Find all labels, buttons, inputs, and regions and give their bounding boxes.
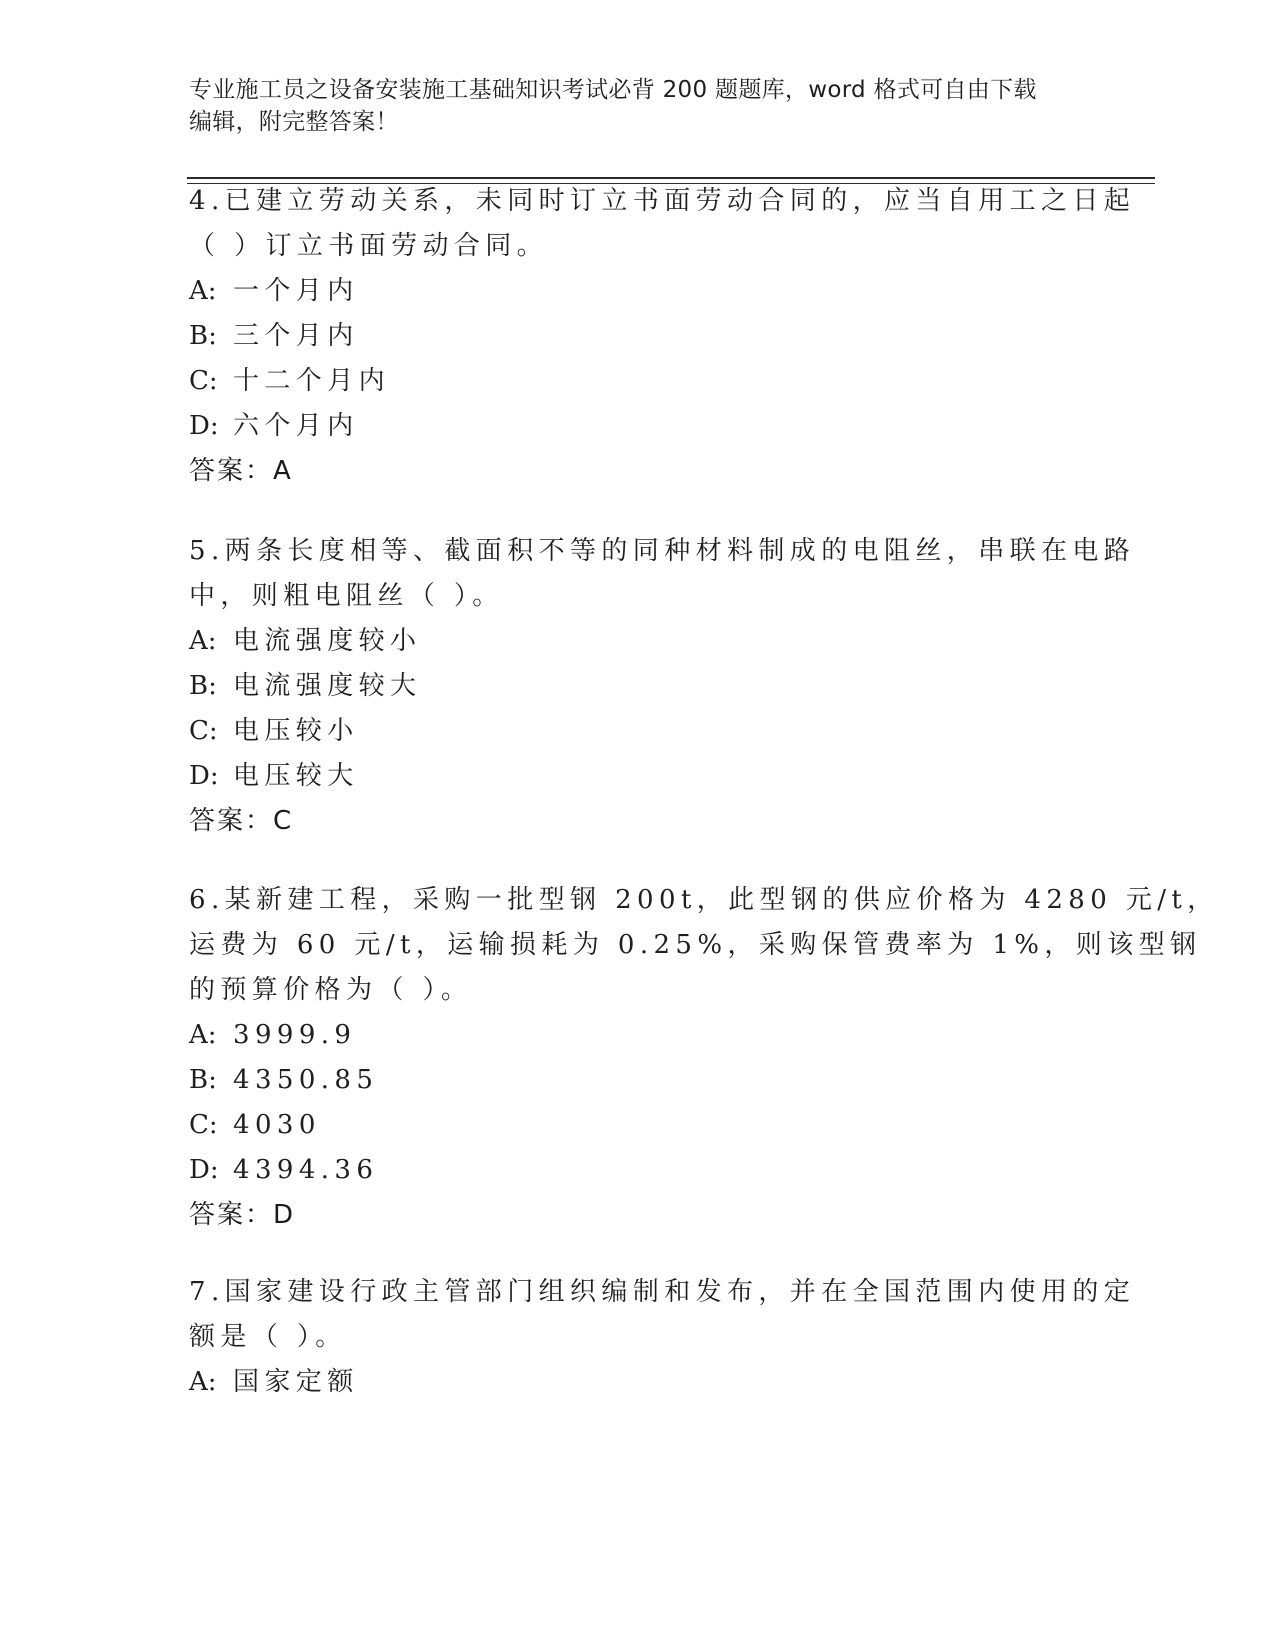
option-key: C: — [189, 366, 218, 396]
option-b — [189, 664, 1089, 709]
answer-label: 答案：D — [189, 1200, 296, 1230]
answer-label: 答案：A — [189, 456, 293, 486]
question-text-line: 6.某新建工程，采购一批型钢 200t，此型钢的供应价格为 4280 元/t， — [189, 885, 1219, 915]
option-key: A: — [189, 276, 217, 306]
header-line-2: 编辑，附完整答案！ — [189, 109, 399, 135]
option-a — [189, 269, 1089, 314]
option-c — [189, 709, 1089, 754]
question-7 — [189, 1270, 1136, 1405]
option-a — [189, 1360, 1089, 1405]
option-text: 十二个月内 — [233, 366, 391, 396]
question-text-line: （ ）订立书面劳动合同。 — [189, 231, 549, 261]
option-text: 电流强度较小 — [233, 626, 422, 656]
option-key: C: — [189, 716, 218, 746]
option-text: 3999.9 — [233, 1020, 357, 1050]
option-b — [189, 314, 1089, 359]
option-key: A: — [189, 626, 217, 656]
question-text-line: 5.两条长度相等、截面积不等的同种材料制成的电阻丝，串联在电路 — [189, 536, 1136, 566]
option-text: 电压较大 — [233, 761, 359, 791]
option-text: 六个月内 — [233, 411, 359, 441]
option-key: B: — [189, 321, 217, 351]
option-c — [189, 1103, 1089, 1148]
option-text: 三个月内 — [233, 321, 359, 351]
question-text-line: 4.已建立劳动关系，未同时订立书面劳动合同的，应当自用工之日起 — [189, 186, 1136, 216]
answer-label: 答案：C — [189, 806, 294, 836]
question-text-line: 运费为 60 元/t，运输损耗为 0.25%，采购保管费率为 1%，则该型钢 — [189, 930, 1202, 960]
option-key: C: — [189, 1110, 218, 1140]
option-a — [189, 619, 1089, 664]
question-text-line: 7.国家建设行政主管部门组织编制和发布，并在全国范围内使用的定 — [189, 1277, 1136, 1307]
question-text-line: 中，则粗电阻丝（ ）。 — [189, 581, 504, 611]
option-text: 4394.36 — [233, 1155, 379, 1185]
question-text — [189, 529, 1136, 619]
option-text: 电流强度较大 — [233, 671, 422, 701]
question-4 — [189, 179, 1136, 494]
option-text: 4350.85 — [233, 1065, 379, 1095]
question-5 — [189, 529, 1136, 844]
option-key: D: — [189, 411, 219, 441]
option-key: D: — [189, 1155, 219, 1185]
option-d — [189, 754, 1089, 799]
option-d — [189, 404, 1089, 449]
option-b — [189, 1058, 1089, 1103]
question-text-line: 额是（ ）。 — [189, 1322, 347, 1352]
option-text: 4030 — [233, 1110, 321, 1140]
question-text — [189, 1270, 1136, 1360]
option-c — [189, 359, 1089, 404]
question-text-line: 的预算价格为（ ）。 — [189, 975, 473, 1005]
document-header — [189, 74, 1069, 138]
option-a — [189, 1013, 1089, 1058]
option-key: A: — [189, 1367, 217, 1397]
header-line-1: 专业施工员之设备安装施工基础知识考试必背 200 题题库，word 格式可自由下载 — [189, 77, 1037, 103]
question-text — [189, 878, 1219, 1013]
option-key: A: — [189, 1020, 217, 1050]
option-d — [189, 1148, 1089, 1193]
option-key: B: — [189, 1065, 217, 1095]
question-text — [189, 179, 1136, 269]
option-key: D: — [189, 761, 219, 791]
option-key: B: — [189, 671, 217, 701]
option-text: 一个月内 — [233, 276, 359, 306]
option-text: 国家定额 — [233, 1367, 359, 1397]
option-text: 电压较小 — [233, 716, 359, 746]
question-6 — [189, 878, 1219, 1238]
